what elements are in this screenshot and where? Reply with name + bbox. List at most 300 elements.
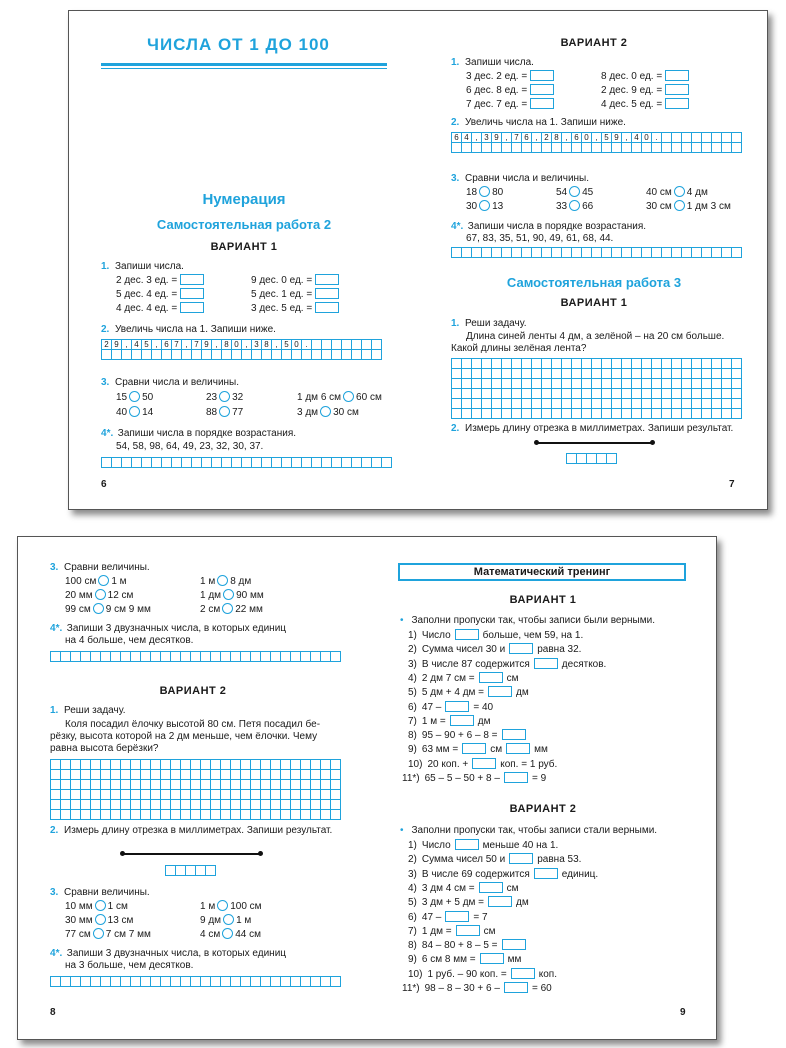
grid-cell[interactable] bbox=[522, 379, 532, 389]
grid-cell[interactable] bbox=[231, 977, 241, 987]
grid-cell[interactable] bbox=[171, 770, 181, 780]
grid-cell[interactable] bbox=[482, 389, 492, 399]
grid-cell[interactable] bbox=[512, 248, 522, 258]
grid-cell[interactable] bbox=[472, 248, 482, 258]
grid-cell[interactable] bbox=[502, 379, 512, 389]
grid-cell[interactable] bbox=[131, 760, 141, 770]
grid-cell[interactable] bbox=[592, 143, 602, 153]
grid-cell[interactable] bbox=[602, 389, 612, 399]
grid-cell[interactable] bbox=[241, 810, 251, 820]
grid-cell[interactable] bbox=[331, 770, 341, 780]
grid-cell[interactable] bbox=[332, 340, 342, 350]
grid-cell[interactable] bbox=[292, 458, 302, 468]
answer-grid[interactable] bbox=[165, 865, 216, 876]
grid-cell[interactable] bbox=[161, 760, 171, 770]
grid-cell[interactable] bbox=[141, 800, 151, 810]
compare-circle[interactable] bbox=[343, 391, 354, 402]
grid-cell[interactable] bbox=[111, 810, 121, 820]
grid-cell[interactable] bbox=[552, 389, 562, 399]
answer-box[interactable] bbox=[479, 882, 503, 893]
grid-cell[interactable] bbox=[321, 780, 331, 790]
grid-cell[interactable] bbox=[602, 369, 612, 379]
grid-cell[interactable] bbox=[172, 350, 182, 360]
grid-cell[interactable] bbox=[222, 458, 232, 468]
grid-cell[interactable] bbox=[652, 409, 662, 419]
grid-cell[interactable] bbox=[512, 359, 522, 369]
grid-cell[interactable] bbox=[452, 248, 462, 258]
grid-cell[interactable] bbox=[101, 800, 111, 810]
grid-cell[interactable] bbox=[201, 770, 211, 780]
grid-cell[interactable] bbox=[141, 790, 151, 800]
grid-cell[interactable] bbox=[562, 379, 572, 389]
grid-cell[interactable] bbox=[582, 409, 592, 419]
grid-cell[interactable] bbox=[532, 409, 542, 419]
grid-cell[interactable] bbox=[632, 409, 642, 419]
answer-box[interactable] bbox=[445, 911, 469, 922]
grid-cell[interactable] bbox=[61, 977, 71, 987]
grid-cell[interactable] bbox=[271, 790, 281, 800]
answer-box[interactable] bbox=[315, 288, 339, 299]
grid-cell[interactable] bbox=[231, 770, 241, 780]
grid-cell[interactable] bbox=[522, 399, 532, 409]
grid-cell[interactable] bbox=[91, 810, 101, 820]
answer-box[interactable] bbox=[450, 715, 474, 726]
grid-cell[interactable] bbox=[622, 399, 632, 409]
grid-cell[interactable] bbox=[722, 143, 732, 153]
grid-cell[interactable] bbox=[81, 977, 91, 987]
grid-cell[interactable] bbox=[161, 780, 171, 790]
grid-cell[interactable] bbox=[597, 454, 607, 464]
compare-circle[interactable] bbox=[129, 406, 140, 417]
grid-cell[interactable] bbox=[141, 760, 151, 770]
grid-cell[interactable] bbox=[241, 652, 251, 662]
answer-box[interactable] bbox=[462, 743, 486, 754]
grid-cell[interactable] bbox=[171, 790, 181, 800]
grid-cell[interactable] bbox=[111, 790, 121, 800]
grid-cell[interactable] bbox=[502, 248, 512, 258]
grid-cell[interactable] bbox=[331, 790, 341, 800]
grid-cell[interactable] bbox=[482, 379, 492, 389]
answer-box[interactable] bbox=[180, 274, 204, 285]
grid-cell[interactable] bbox=[141, 977, 151, 987]
grid-cell[interactable] bbox=[322, 340, 332, 350]
grid-cell[interactable] bbox=[221, 780, 231, 790]
grid-cell[interactable] bbox=[71, 770, 81, 780]
grid-cell[interactable] bbox=[672, 399, 682, 409]
grid-cell[interactable] bbox=[732, 399, 742, 409]
grid-cell[interactable] bbox=[492, 379, 502, 389]
answer-box[interactable] bbox=[180, 302, 204, 313]
grid-cell[interactable] bbox=[712, 359, 722, 369]
grid-cell[interactable] bbox=[151, 760, 161, 770]
grid-cell[interactable] bbox=[502, 399, 512, 409]
grid-cell[interactable] bbox=[211, 810, 221, 820]
compare-circle[interactable] bbox=[95, 589, 106, 600]
grid-cell[interactable] bbox=[142, 458, 152, 468]
grid-cell[interactable] bbox=[51, 810, 61, 820]
grid-cell[interactable] bbox=[121, 780, 131, 790]
grid-cell[interactable] bbox=[191, 652, 201, 662]
grid-cell[interactable] bbox=[261, 770, 271, 780]
grid-cell[interactable] bbox=[102, 350, 112, 360]
answer-box[interactable] bbox=[472, 758, 496, 769]
grid-cell[interactable] bbox=[542, 389, 552, 399]
grid-cell[interactable] bbox=[702, 389, 712, 399]
grid-cell[interactable] bbox=[51, 780, 61, 790]
grid-cell[interactable] bbox=[311, 770, 321, 780]
grid-cell[interactable] bbox=[552, 379, 562, 389]
grid-cell[interactable] bbox=[522, 409, 532, 419]
grid-cell[interactable]: 9 bbox=[612, 133, 622, 143]
grid-cell[interactable] bbox=[201, 790, 211, 800]
grid-cell[interactable] bbox=[201, 810, 211, 820]
answer-box[interactable] bbox=[315, 274, 339, 285]
grid-cell[interactable] bbox=[141, 770, 151, 780]
grid-cell[interactable] bbox=[142, 350, 152, 360]
grid-cell[interactable] bbox=[61, 780, 71, 790]
grid-cell[interactable] bbox=[172, 458, 182, 468]
grid-cell[interactable] bbox=[151, 790, 161, 800]
grid-cell[interactable] bbox=[231, 780, 241, 790]
grid-cell[interactable]: 7 bbox=[192, 340, 202, 350]
grid-cell[interactable] bbox=[331, 800, 341, 810]
answer-box[interactable] bbox=[530, 70, 554, 81]
grid-cell[interactable] bbox=[592, 359, 602, 369]
grid-cell[interactable] bbox=[712, 389, 722, 399]
grid-cell[interactable]: 9 bbox=[492, 133, 502, 143]
grid-cell[interactable] bbox=[492, 359, 502, 369]
grid-cell[interactable] bbox=[181, 780, 191, 790]
grid-cell[interactable] bbox=[271, 760, 281, 770]
grid-cell[interactable] bbox=[301, 977, 311, 987]
grid-cell[interactable] bbox=[231, 810, 241, 820]
grid-cell[interactable] bbox=[582, 248, 592, 258]
grid-cell[interactable] bbox=[51, 790, 61, 800]
grid-cell[interactable] bbox=[302, 458, 312, 468]
grid-cell[interactable] bbox=[71, 652, 81, 662]
grid-cell[interactable] bbox=[252, 458, 262, 468]
grid-cell[interactable] bbox=[522, 359, 532, 369]
grid-cell[interactable] bbox=[632, 369, 642, 379]
compare-circle[interactable] bbox=[98, 575, 109, 586]
grid-cell[interactable] bbox=[612, 359, 622, 369]
grid-cell[interactable] bbox=[632, 359, 642, 369]
grid-cell[interactable] bbox=[572, 399, 582, 409]
grid-cell[interactable] bbox=[732, 133, 742, 143]
grid-cell[interactable] bbox=[251, 780, 261, 790]
grid-cell[interactable]: 8 bbox=[552, 133, 562, 143]
grid-cell[interactable] bbox=[162, 458, 172, 468]
grid-cell[interactable] bbox=[682, 133, 692, 143]
grid-cell[interactable] bbox=[251, 810, 261, 820]
answer-box[interactable] bbox=[502, 729, 526, 740]
grid-cell[interactable] bbox=[331, 780, 341, 790]
grid-cell[interactable] bbox=[532, 143, 542, 153]
grid-cell[interactable] bbox=[712, 248, 722, 258]
grid-cell[interactable] bbox=[592, 248, 602, 258]
grid-cell[interactable] bbox=[682, 143, 692, 153]
grid-cell[interactable] bbox=[662, 133, 672, 143]
grid-cell[interactable] bbox=[622, 359, 632, 369]
grid-cell[interactable] bbox=[231, 790, 241, 800]
grid-cell[interactable] bbox=[192, 350, 202, 360]
grid-cell[interactable] bbox=[211, 800, 221, 810]
grid-cell[interactable] bbox=[321, 652, 331, 662]
compare-circle[interactable] bbox=[320, 406, 331, 417]
grid-cell[interactable] bbox=[322, 350, 332, 360]
grid-cell[interactable] bbox=[122, 350, 132, 360]
grid-cell[interactable] bbox=[251, 800, 261, 810]
grid-cell[interactable] bbox=[522, 389, 532, 399]
grid-cell[interactable] bbox=[171, 780, 181, 790]
grid-cell[interactable] bbox=[692, 359, 702, 369]
grid-cell[interactable]: 6 bbox=[572, 133, 582, 143]
grid-cell[interactable] bbox=[161, 800, 171, 810]
grid-cell[interactable]: , bbox=[242, 340, 252, 350]
grid-cell[interactable] bbox=[131, 780, 141, 790]
grid-cell[interactable] bbox=[342, 350, 352, 360]
grid-cell[interactable] bbox=[702, 133, 712, 143]
grid-cell[interactable] bbox=[572, 379, 582, 389]
grid-cell[interactable] bbox=[642, 379, 652, 389]
grid-cell[interactable] bbox=[251, 790, 261, 800]
answer-box[interactable] bbox=[504, 772, 528, 783]
grid-cell[interactable] bbox=[262, 458, 272, 468]
answer-grid[interactable] bbox=[451, 358, 742, 419]
grid-cell[interactable] bbox=[652, 389, 662, 399]
grid-cell[interactable] bbox=[91, 652, 101, 662]
answer-grid[interactable] bbox=[451, 132, 742, 153]
grid-cell[interactable] bbox=[211, 652, 221, 662]
grid-cell[interactable]: 7 bbox=[512, 133, 522, 143]
answer-grid[interactable] bbox=[50, 759, 341, 820]
grid-cell[interactable]: 3 bbox=[252, 340, 262, 350]
grid-cell[interactable] bbox=[261, 790, 271, 800]
grid-cell[interactable] bbox=[331, 977, 341, 987]
grid-cell[interactable] bbox=[186, 866, 196, 876]
grid-cell[interactable] bbox=[171, 760, 181, 770]
grid-cell[interactable]: . bbox=[652, 133, 662, 143]
grid-cell[interactable] bbox=[181, 810, 191, 820]
answer-box[interactable] bbox=[511, 968, 535, 979]
grid-cell[interactable] bbox=[282, 458, 292, 468]
grid-cell[interactable]: , bbox=[622, 133, 632, 143]
grid-cell[interactable]: , bbox=[472, 133, 482, 143]
compare-circle[interactable] bbox=[93, 928, 104, 939]
grid-cell[interactable] bbox=[632, 379, 642, 389]
grid-cell[interactable] bbox=[301, 770, 311, 780]
grid-cell[interactable] bbox=[181, 770, 191, 780]
grid-cell[interactable] bbox=[181, 652, 191, 662]
grid-cell[interactable] bbox=[141, 780, 151, 790]
grid-cell[interactable] bbox=[181, 790, 191, 800]
grid-cell[interactable] bbox=[71, 810, 81, 820]
grid-cell[interactable] bbox=[682, 379, 692, 389]
grid-cell[interactable] bbox=[272, 458, 282, 468]
grid-cell[interactable] bbox=[512, 369, 522, 379]
compare-circle[interactable] bbox=[222, 928, 233, 939]
grid-cell[interactable] bbox=[552, 143, 562, 153]
grid-cell[interactable] bbox=[242, 350, 252, 360]
grid-cell[interactable] bbox=[512, 409, 522, 419]
grid-cell[interactable] bbox=[181, 760, 191, 770]
grid-cell[interactable] bbox=[71, 780, 81, 790]
grid-cell[interactable] bbox=[311, 652, 321, 662]
grid-cell[interactable] bbox=[492, 399, 502, 409]
grid-cell[interactable] bbox=[321, 760, 331, 770]
grid-cell[interactable] bbox=[232, 458, 242, 468]
grid-cell[interactable] bbox=[176, 866, 186, 876]
grid-cell[interactable] bbox=[692, 389, 702, 399]
grid-cell[interactable] bbox=[672, 379, 682, 389]
grid-cell[interactable] bbox=[272, 350, 282, 360]
grid-cell[interactable] bbox=[101, 652, 111, 662]
grid-cell[interactable] bbox=[492, 409, 502, 419]
grid-cell[interactable] bbox=[191, 810, 201, 820]
grid-cell[interactable] bbox=[672, 133, 682, 143]
answer-grid[interactable] bbox=[566, 453, 617, 464]
grid-cell[interactable] bbox=[462, 399, 472, 409]
grid-cell[interactable] bbox=[61, 652, 71, 662]
grid-cell[interactable]: 0 bbox=[292, 340, 302, 350]
grid-cell[interactable] bbox=[567, 454, 577, 464]
grid-cell[interactable] bbox=[552, 359, 562, 369]
grid-cell[interactable] bbox=[602, 399, 612, 409]
grid-cell[interactable] bbox=[732, 409, 742, 419]
grid-cell[interactable] bbox=[712, 409, 722, 419]
grid-cell[interactable] bbox=[71, 800, 81, 810]
grid-cell[interactable] bbox=[131, 770, 141, 780]
grid-cell[interactable] bbox=[572, 248, 582, 258]
grid-cell[interactable] bbox=[312, 340, 322, 350]
grid-cell[interactable] bbox=[71, 790, 81, 800]
grid-cell[interactable] bbox=[602, 409, 612, 419]
grid-cell[interactable] bbox=[452, 143, 462, 153]
grid-cell[interactable] bbox=[151, 652, 161, 662]
grid-cell[interactable] bbox=[301, 780, 311, 790]
grid-cell[interactable] bbox=[612, 399, 622, 409]
grid-cell[interactable] bbox=[592, 389, 602, 399]
grid-cell[interactable] bbox=[612, 248, 622, 258]
grid-cell[interactable] bbox=[592, 369, 602, 379]
grid-cell[interactable] bbox=[607, 454, 617, 464]
answer-box[interactable] bbox=[456, 925, 480, 936]
grid-cell[interactable] bbox=[162, 350, 172, 360]
grid-cell[interactable] bbox=[492, 369, 502, 379]
grid-cell[interactable] bbox=[462, 248, 472, 258]
grid-cell[interactable] bbox=[642, 359, 652, 369]
compare-circle[interactable] bbox=[479, 186, 490, 197]
grid-cell[interactable] bbox=[271, 810, 281, 820]
grid-cell[interactable] bbox=[311, 790, 321, 800]
grid-cell[interactable] bbox=[261, 977, 271, 987]
grid-cell[interactable] bbox=[281, 770, 291, 780]
grid-cell[interactable] bbox=[261, 760, 271, 770]
grid-cell[interactable] bbox=[672, 409, 682, 419]
grid-cell[interactable] bbox=[81, 770, 91, 780]
grid-cell[interactable] bbox=[241, 780, 251, 790]
grid-cell[interactable]: 0 bbox=[232, 340, 242, 350]
grid-cell[interactable] bbox=[722, 248, 732, 258]
grid-cell[interactable] bbox=[582, 399, 592, 409]
grid-cell[interactable] bbox=[382, 458, 392, 468]
grid-cell[interactable] bbox=[182, 458, 192, 468]
grid-cell[interactable] bbox=[221, 800, 231, 810]
grid-cell[interactable] bbox=[642, 409, 652, 419]
grid-cell[interactable]: 6 bbox=[452, 133, 462, 143]
grid-cell[interactable] bbox=[201, 977, 211, 987]
grid-cell[interactable] bbox=[522, 369, 532, 379]
compare-circle[interactable] bbox=[569, 200, 580, 211]
grid-cell[interactable] bbox=[532, 389, 542, 399]
compare-circle[interactable] bbox=[479, 200, 490, 211]
grid-cell[interactable] bbox=[522, 143, 532, 153]
grid-cell[interactable] bbox=[221, 790, 231, 800]
grid-cell[interactable] bbox=[462, 379, 472, 389]
grid-cell[interactable] bbox=[262, 350, 272, 360]
grid-cell[interactable] bbox=[251, 977, 261, 987]
grid-cell[interactable] bbox=[572, 409, 582, 419]
grid-cell[interactable] bbox=[211, 790, 221, 800]
answer-box[interactable] bbox=[665, 70, 689, 81]
grid-cell[interactable] bbox=[181, 977, 191, 987]
grid-cell[interactable]: , bbox=[532, 133, 542, 143]
grid-cell[interactable] bbox=[151, 810, 161, 820]
grid-cell[interactable] bbox=[542, 248, 552, 258]
grid-cell[interactable] bbox=[552, 409, 562, 419]
grid-cell[interactable] bbox=[702, 369, 712, 379]
grid-cell[interactable] bbox=[51, 977, 61, 987]
grid-cell[interactable] bbox=[222, 350, 232, 360]
grid-cell[interactable] bbox=[722, 359, 732, 369]
grid-cell[interactable] bbox=[732, 248, 742, 258]
grid-cell[interactable] bbox=[512, 399, 522, 409]
grid-cell[interactable] bbox=[101, 760, 111, 770]
grid-cell[interactable] bbox=[472, 409, 482, 419]
grid-cell[interactable] bbox=[532, 369, 542, 379]
grid-cell[interactable]: , bbox=[502, 133, 512, 143]
grid-cell[interactable] bbox=[91, 800, 101, 810]
grid-cell[interactable] bbox=[281, 810, 291, 820]
grid-cell[interactable] bbox=[211, 977, 221, 987]
grid-cell[interactable] bbox=[111, 977, 121, 987]
grid-cell[interactable] bbox=[482, 143, 492, 153]
grid-cell[interactable] bbox=[131, 800, 141, 810]
grid-cell[interactable] bbox=[512, 379, 522, 389]
grid-cell[interactable] bbox=[81, 790, 91, 800]
answer-grid[interactable] bbox=[101, 339, 382, 360]
grid-cell[interactable] bbox=[462, 389, 472, 399]
grid-cell[interactable] bbox=[81, 760, 91, 770]
grid-cell[interactable] bbox=[261, 780, 271, 790]
grid-cell[interactable] bbox=[562, 143, 572, 153]
grid-cell[interactable] bbox=[281, 760, 291, 770]
grid-cell[interactable] bbox=[682, 359, 692, 369]
grid-cell[interactable] bbox=[122, 458, 132, 468]
grid-cell[interactable] bbox=[301, 652, 311, 662]
grid-cell[interactable] bbox=[502, 143, 512, 153]
grid-cell[interactable] bbox=[271, 977, 281, 987]
grid-cell[interactable] bbox=[282, 350, 292, 360]
grid-cell[interactable] bbox=[712, 369, 722, 379]
grid-cell[interactable] bbox=[131, 977, 141, 987]
grid-cell[interactable] bbox=[152, 458, 162, 468]
grid-cell[interactable] bbox=[271, 652, 281, 662]
grid-cell[interactable] bbox=[311, 977, 321, 987]
answer-box[interactable] bbox=[180, 288, 204, 299]
grid-cell[interactable] bbox=[271, 780, 281, 790]
grid-cell[interactable] bbox=[692, 133, 702, 143]
